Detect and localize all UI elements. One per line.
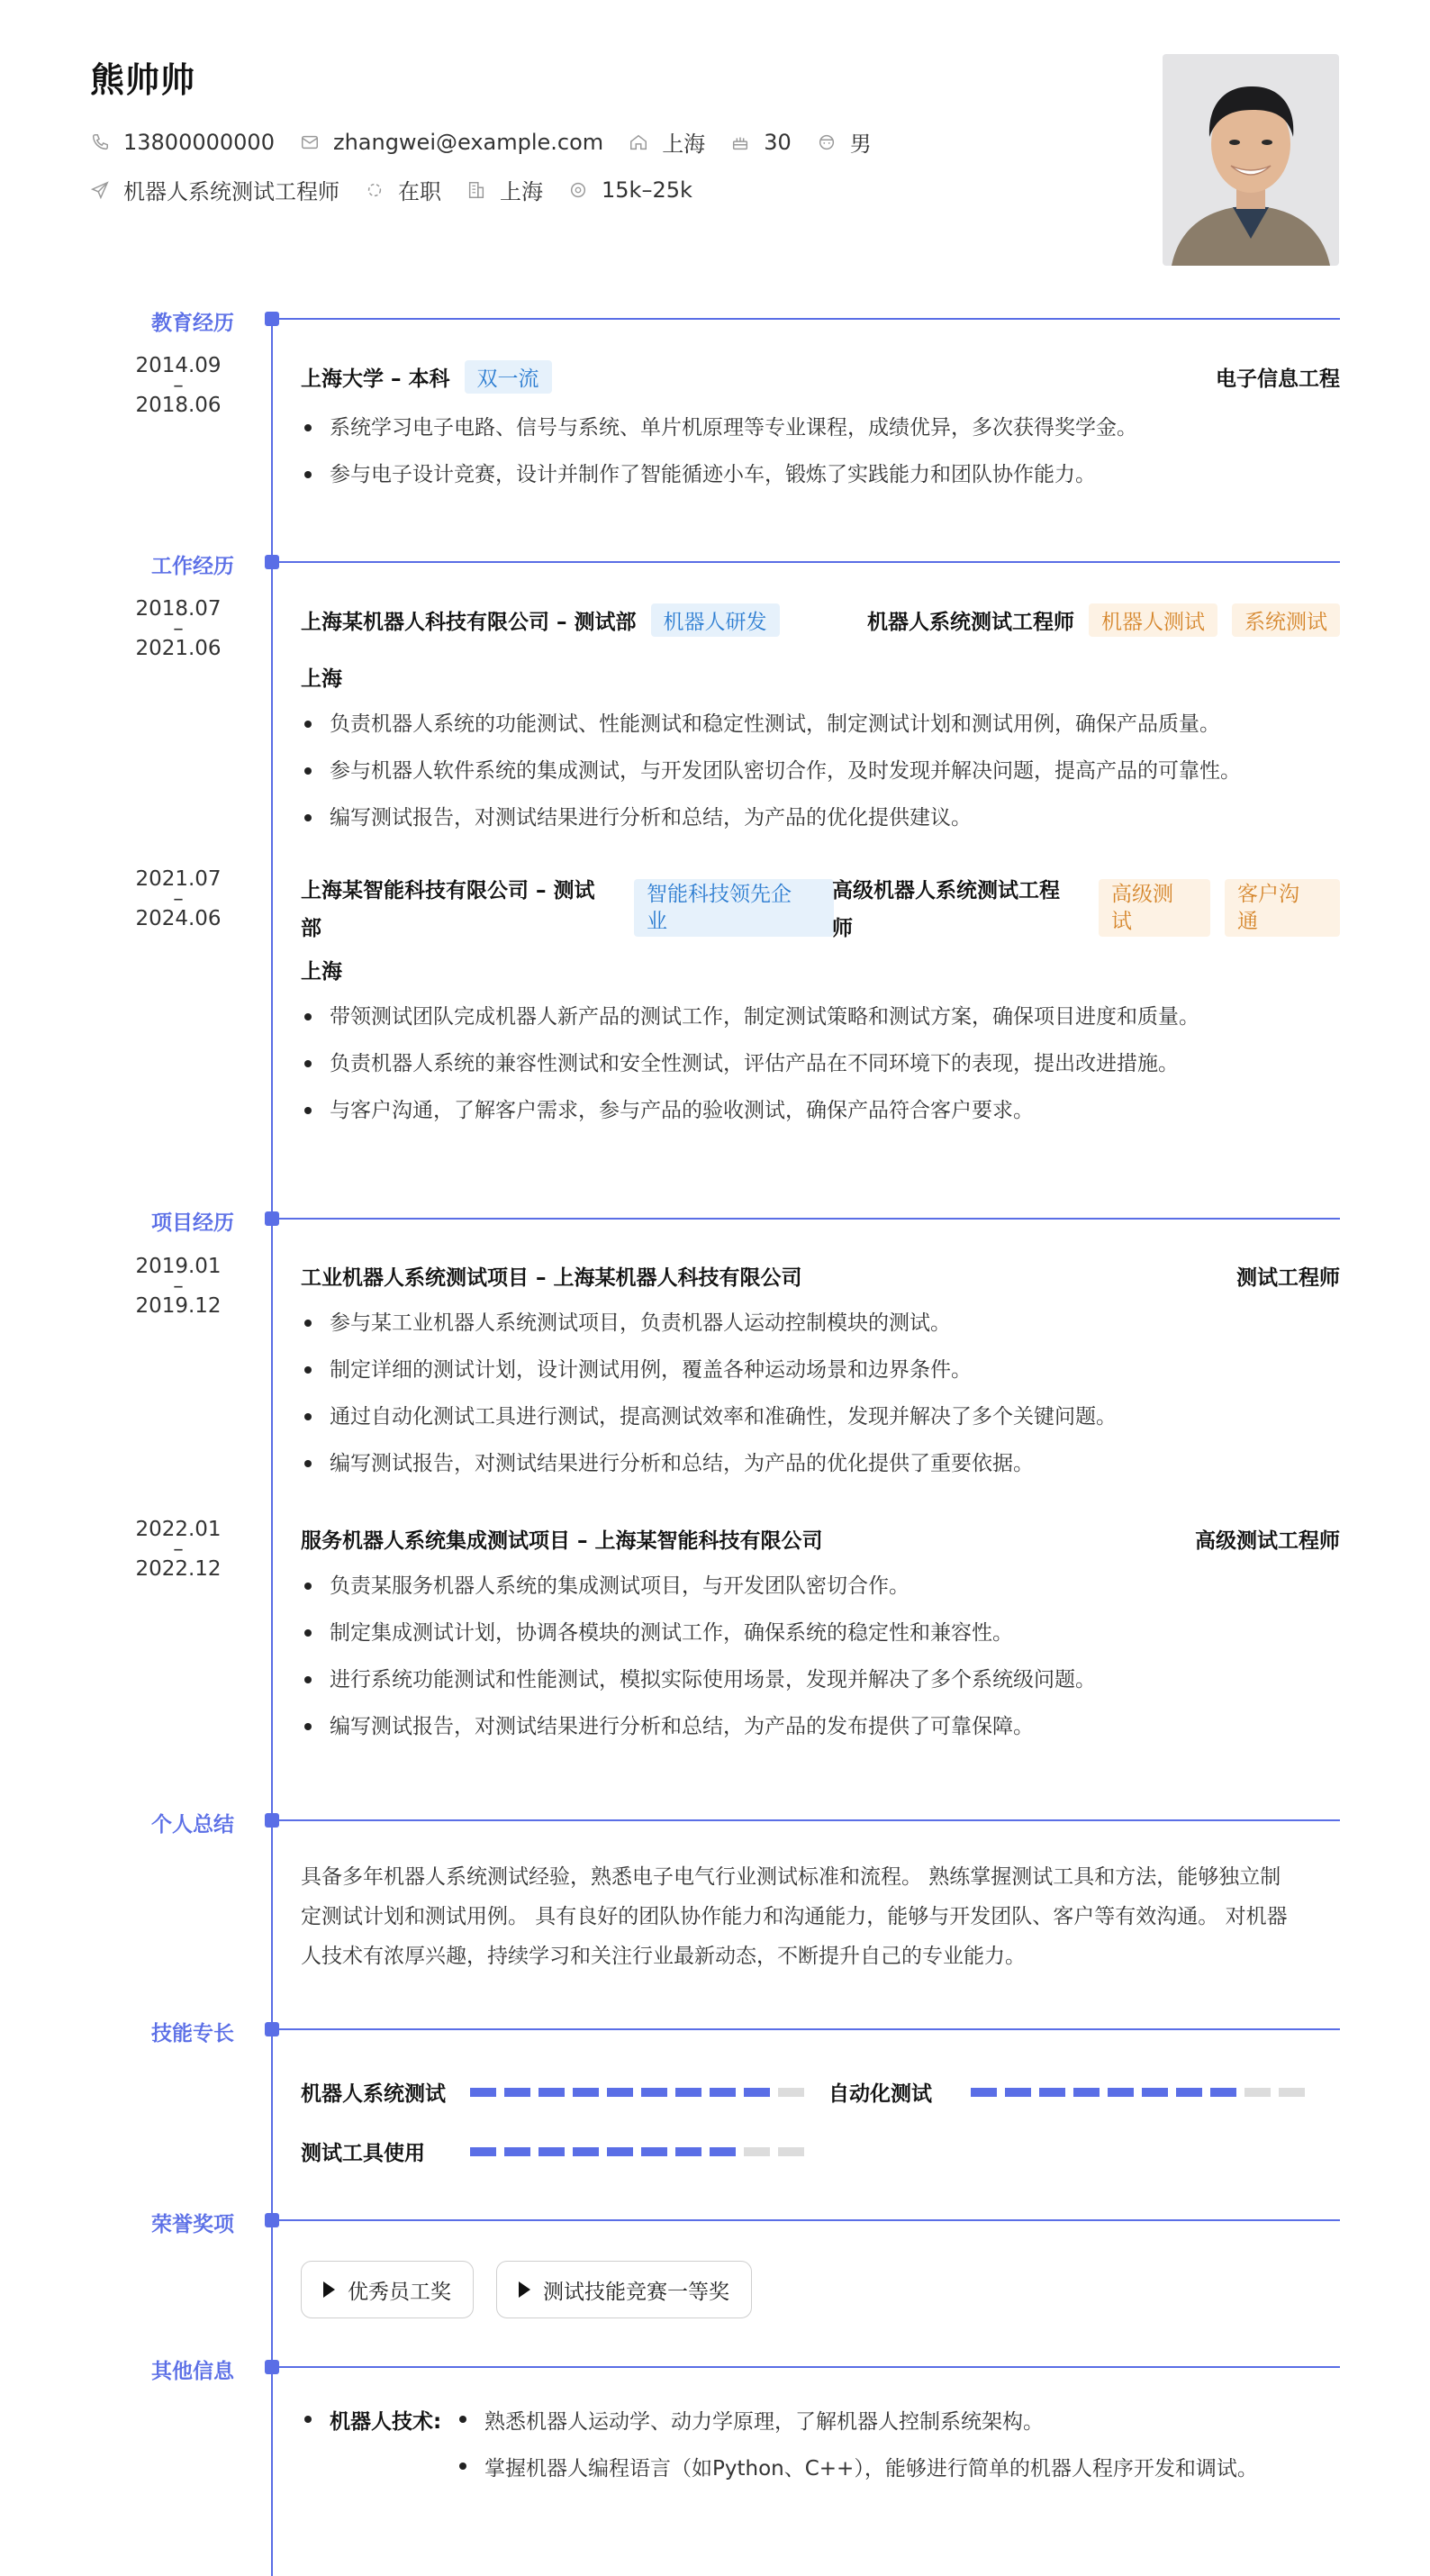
- skill-level-bar: [971, 2088, 1313, 2097]
- list-item: 进行系统功能测试和性能测试，模拟实际使用场景，发现并解决了多个系统级问题。: [301, 1656, 1340, 1703]
- section-honors: [0, 2213, 1430, 2236]
- date-end: 2019.12: [135, 1294, 222, 1318]
- section-divider: [279, 1819, 1340, 1821]
- play-icon: [323, 2281, 335, 2298]
- award-label: 优秀员工奖: [348, 2280, 451, 2304]
- skill-item: [301, 2136, 812, 2166]
- section-title: 荣誉奖项: [151, 2213, 234, 2236]
- other-info: [301, 2396, 1258, 2490]
- timeline-node: [265, 1813, 279, 1828]
- skill-name: 测试工具使用: [301, 2142, 425, 2165]
- skill-segment-empty: [778, 2147, 804, 2156]
- work-entry: [301, 603, 1340, 841]
- cake-icon: [730, 132, 750, 152]
- skill-segment-filled: [504, 2088, 530, 2097]
- skill-segment-filled: [607, 2147, 633, 2156]
- skill-name: 自动化测试: [828, 2082, 932, 2106]
- role-tag: 客户沟 通: [1225, 879, 1340, 937]
- skill-segment-filled: [470, 2147, 496, 2156]
- award-label: 测试技能竞赛一等奖: [543, 2280, 729, 2304]
- list-item: 通过自动化测试工具进行测试，提高测试效率和准确性，发现并解决了多个关键问题。: [301, 1393, 1340, 1440]
- list-item: 熟悉机器人运动学、动力学原理，了解机器人控制系统架构。: [484, 2409, 1044, 2434]
- list-item: 系统学习电子电路、信号与系统、单片机原理等专业课程，成绩优异，多次获得奖学金。: [301, 404, 1340, 451]
- job-intent-row: [90, 174, 718, 205]
- timeline-node: [265, 2022, 279, 2036]
- work-location: 上海: [301, 960, 342, 984]
- mail-icon: [300, 132, 320, 152]
- skill-segment-filled: [1176, 2088, 1202, 2097]
- gender-text: 男: [849, 132, 872, 157]
- skill-level-bar: [470, 2147, 812, 2156]
- major-name: 电子信息工程: [1216, 367, 1340, 391]
- list-item: 负责机器人系统的功能测试、性能测试和稳定性测试，制定测试计划和测试用例，确保产品质量。: [301, 701, 1340, 748]
- city-info: [629, 126, 705, 158]
- skill-segment-filled: [641, 2147, 667, 2156]
- timeline-node: [265, 555, 279, 569]
- section-title: 工作经历: [151, 555, 234, 578]
- section-title: 技能专长: [151, 2022, 234, 2045]
- skill-segment-filled: [1210, 2088, 1236, 2097]
- timeline-line: [271, 321, 273, 2576]
- date-end: 2021.06: [135, 637, 222, 660]
- list-item: 负责机器人系统的兼容性测试和安全性测试，评估产品在不同环境下的表现，提出改进措施。: [301, 1040, 1340, 1087]
- section-title: 个人总结: [151, 1813, 234, 1837]
- role-tag: 机器人测试: [1089, 603, 1217, 637]
- section-title: 教育经历: [151, 312, 234, 335]
- other-label: 机器人技术:: [330, 2409, 442, 2434]
- date-dash: –: [173, 617, 184, 640]
- list-item: 编写测试报告，对测试结果进行分析和总结，为产品的优化提供了重要依据。: [301, 1440, 1340, 1487]
- status-text: 在职: [398, 179, 441, 204]
- project-entry: [301, 1524, 1340, 1750]
- summary-text: [301, 1857, 1340, 1976]
- skill-segment-filled: [504, 2147, 530, 2156]
- date-start: 2014.09: [135, 354, 222, 377]
- skill-item: [301, 2077, 812, 2107]
- section-divider: [279, 2028, 1340, 2030]
- send-icon: [90, 180, 110, 200]
- job-role: 高级机器人系统测试工程 师: [832, 879, 1060, 940]
- list-item: 编写测试报告，对测试结果进行分析和总结，为产品的优化提供建议。: [301, 794, 1340, 841]
- date-end: 2024.06: [135, 907, 222, 930]
- profile-photo: [1163, 54, 1339, 266]
- list-item: 带领测试团队完成机器人新产品的测试工作，制定测试策略和测试方案，确保项目进度和质量。: [301, 993, 1340, 1040]
- target-title-text: 机器人系统测试工程师: [123, 179, 339, 204]
- section-title: 项目经历: [151, 1211, 234, 1235]
- coin-icon: [568, 180, 588, 200]
- skill-segment-filled: [470, 2088, 496, 2097]
- contact-row: [90, 126, 897, 158]
- skill-segment-filled: [1073, 2088, 1100, 2097]
- skill-segment-filled: [675, 2088, 701, 2097]
- date-range: [120, 598, 237, 659]
- role-tag: 高级测 试: [1099, 879, 1210, 937]
- project-bullets: [301, 1563, 1340, 1750]
- skill-segment-empty: [1279, 2088, 1305, 2097]
- project-role: 测试工程师: [1236, 1266, 1340, 1290]
- project-title-row: [301, 1261, 1340, 1291]
- bullet-dot: [304, 2416, 312, 2423]
- skill-segment-filled: [1039, 2088, 1065, 2097]
- email-info: [300, 130, 603, 155]
- age-text: 30: [764, 129, 792, 155]
- skill-segment-empty: [778, 2088, 804, 2097]
- date-range: [120, 355, 237, 416]
- gender-info: [817, 126, 872, 158]
- section-divider: [279, 2219, 1340, 2221]
- home-icon: [629, 132, 648, 152]
- other-info-row: [301, 2443, 1258, 2490]
- skill-level-bar: [470, 2088, 812, 2097]
- list-item: 负责某服务机器人系统的集成测试项目，与开发团队密切合作。: [301, 1563, 1340, 1610]
- skill-segment-filled: [641, 2088, 667, 2097]
- work-bullets: [301, 701, 1340, 841]
- phone-icon: [90, 132, 110, 152]
- date-dash: –: [173, 887, 184, 911]
- phone-info: [90, 130, 275, 155]
- play-icon: [519, 2281, 530, 2298]
- skill-segment-empty: [744, 2147, 770, 2156]
- project-bullets: [301, 1300, 1340, 1487]
- timeline-node: [265, 2213, 279, 2227]
- list-item: 制定集成测试计划，协调各模块的测试工作，确保系统的稳定性和兼容性。: [301, 1610, 1340, 1656]
- education-title-row: [301, 360, 1340, 394]
- summary-line: 人技术有浓厚兴趣，持续学习和关注行业最新动态，不断提升自己的专业能力。: [301, 1945, 1026, 1968]
- project-entry: [301, 1261, 1340, 1487]
- city-text: 上海: [662, 132, 706, 157]
- list-item: 参与机器人软件系统的集成测试，与开发团队密切合作，及时发现并解决问题，提高产品的可靠性。: [301, 748, 1340, 794]
- company-name: 上海某机器人科技有限公司 – 测试部: [301, 611, 637, 634]
- skill-segment-filled: [710, 2088, 736, 2097]
- timeline-node: [265, 2360, 279, 2374]
- salary-info: [568, 177, 692, 203]
- resume-name: 熊帅帅: [90, 60, 196, 100]
- job-role: 机器人系统测试工程师: [867, 611, 1074, 634]
- salary-text: 15k–25k: [602, 177, 692, 203]
- skill-segment-filled: [573, 2088, 599, 2097]
- section-education: [0, 312, 1430, 335]
- role-tag: 系统测试: [1232, 603, 1340, 637]
- date-range: [120, 868, 237, 930]
- date-range: [120, 1256, 237, 1317]
- timeline-node: [265, 312, 279, 326]
- project-title: 服务机器人系统集成测试项目 – 上海某智能科技有限公司: [301, 1529, 823, 1553]
- summary-line: 具备多年机器人系统测试经验，熟悉电子电气行业测试标准和流程。 熟练掌握测试工具和方法，能够独立制: [301, 1865, 1281, 1889]
- award-chip[interactable]: [301, 2261, 474, 2318]
- date-dash: –: [173, 1274, 184, 1298]
- project-role: 高级测试工程师: [1195, 1529, 1340, 1553]
- work-location: 上海: [301, 667, 342, 691]
- date-dash: –: [173, 1537, 184, 1561]
- project-title-row: [301, 1524, 1340, 1554]
- company-tag: 智能科技领先企 业: [634, 879, 834, 937]
- section-title: 其他信息: [151, 2360, 234, 2383]
- section-divider: [279, 2366, 1340, 2368]
- date-range: [120, 1519, 237, 1580]
- work-title-row: [301, 603, 1340, 637]
- bullet-dot: [459, 2463, 466, 2470]
- date-dash: –: [173, 374, 184, 397]
- date-end: 2022.12: [135, 1557, 222, 1581]
- education-bullets: [301, 404, 1340, 498]
- section-divider: [279, 1218, 1340, 1220]
- project-title: 工业机器人系统测试项目 – 上海某机器人科技有限公司: [301, 1266, 802, 1290]
- date-start: 2018.07: [135, 597, 222, 621]
- skill-segment-empty: [1244, 2088, 1271, 2097]
- list-item: 与客户沟通，了解客户需求，参与产品的验收测试，确保产品符合客户要求。: [301, 1087, 1340, 1134]
- list-item: 制定详细的测试计划，设计测试用例，覆盖各种运动场景和边界条件。: [301, 1347, 1340, 1393]
- skill-name: 机器人系统测试: [301, 2082, 446, 2106]
- section-other: [0, 2360, 1430, 2383]
- user-icon: [817, 132, 837, 152]
- work-title-row: [301, 872, 1340, 946]
- summary-line: 定测试计划和测试用例。 具有良好的团队协作能力和沟通能力，能够与开发团队、客户等有效沟通。 对机器: [301, 1905, 1288, 1928]
- date-start: 2022.01: [135, 1518, 222, 1541]
- list-item: 编写测试报告，对测试结果进行分析和总结，为产品的发布提供了可靠保障。: [301, 1703, 1340, 1750]
- skill-segment-filled: [539, 2088, 565, 2097]
- company-tag: 机器人研发: [651, 603, 780, 637]
- skill-segment-filled: [1108, 2088, 1134, 2097]
- other-info-row: [301, 2396, 1258, 2443]
- avatar: [1163, 54, 1339, 266]
- skill-item: [828, 2077, 1313, 2107]
- skill-segment-filled: [675, 2147, 701, 2156]
- section-projects: [0, 1211, 1430, 1235]
- list-item: 参与电子设计竞赛，设计并制作了智能循迹小车，锻炼了实践能力和团队协作能力。: [301, 451, 1340, 498]
- section-summary: [0, 1813, 1430, 1837]
- list-item: 掌握机器人编程语言（如Python、C++），能够进行简单的机器人程序开发和调试。: [484, 2456, 1258, 2481]
- section-divider: [279, 561, 1340, 563]
- section-divider: [279, 318, 1340, 320]
- bullet-dot: [459, 2416, 466, 2423]
- company-name: 上海某智能科技有限公司 – 测试 部: [301, 879, 595, 940]
- work-entry: [301, 872, 1340, 1134]
- status-icon: [365, 180, 385, 200]
- skill-segment-filled: [1005, 2088, 1031, 2097]
- status-info: [365, 174, 441, 205]
- age-info: [730, 130, 792, 155]
- education-entry: [301, 360, 1340, 498]
- target-city-text: 上海: [500, 179, 543, 204]
- section-skills: [0, 2022, 1430, 2045]
- timeline-node: [265, 1211, 279, 1226]
- building-icon: [466, 180, 486, 200]
- phone-text[interactable]: 13800000000: [123, 129, 275, 155]
- skill-segment-filled: [607, 2088, 633, 2097]
- date-start: 2021.07: [135, 867, 222, 891]
- skill-segment-filled: [710, 2147, 736, 2156]
- work-bullets: [301, 993, 1340, 1134]
- target-title-info: [90, 174, 339, 205]
- email-text[interactable]: zhangwei@example.com: [332, 129, 604, 155]
- school-tag: 双一流: [465, 360, 552, 394]
- skill-segment-filled: [539, 2147, 565, 2156]
- target-city-info: [466, 174, 543, 205]
- section-work: [0, 555, 1430, 578]
- date-end: 2018.06: [135, 394, 222, 417]
- skill-segment-filled: [971, 2088, 997, 2097]
- date-start: 2019.01: [135, 1255, 222, 1278]
- school-name: 上海大学 – 本科: [301, 367, 450, 391]
- skill-segment-filled: [1142, 2088, 1168, 2097]
- skill-segment-filled: [744, 2088, 770, 2097]
- skill-segment-filled: [573, 2147, 599, 2156]
- award-chip[interactable]: [496, 2261, 752, 2318]
- list-item: 参与某工业机器人系统测试项目，负责机器人运动控制模块的测试。: [301, 1300, 1340, 1347]
